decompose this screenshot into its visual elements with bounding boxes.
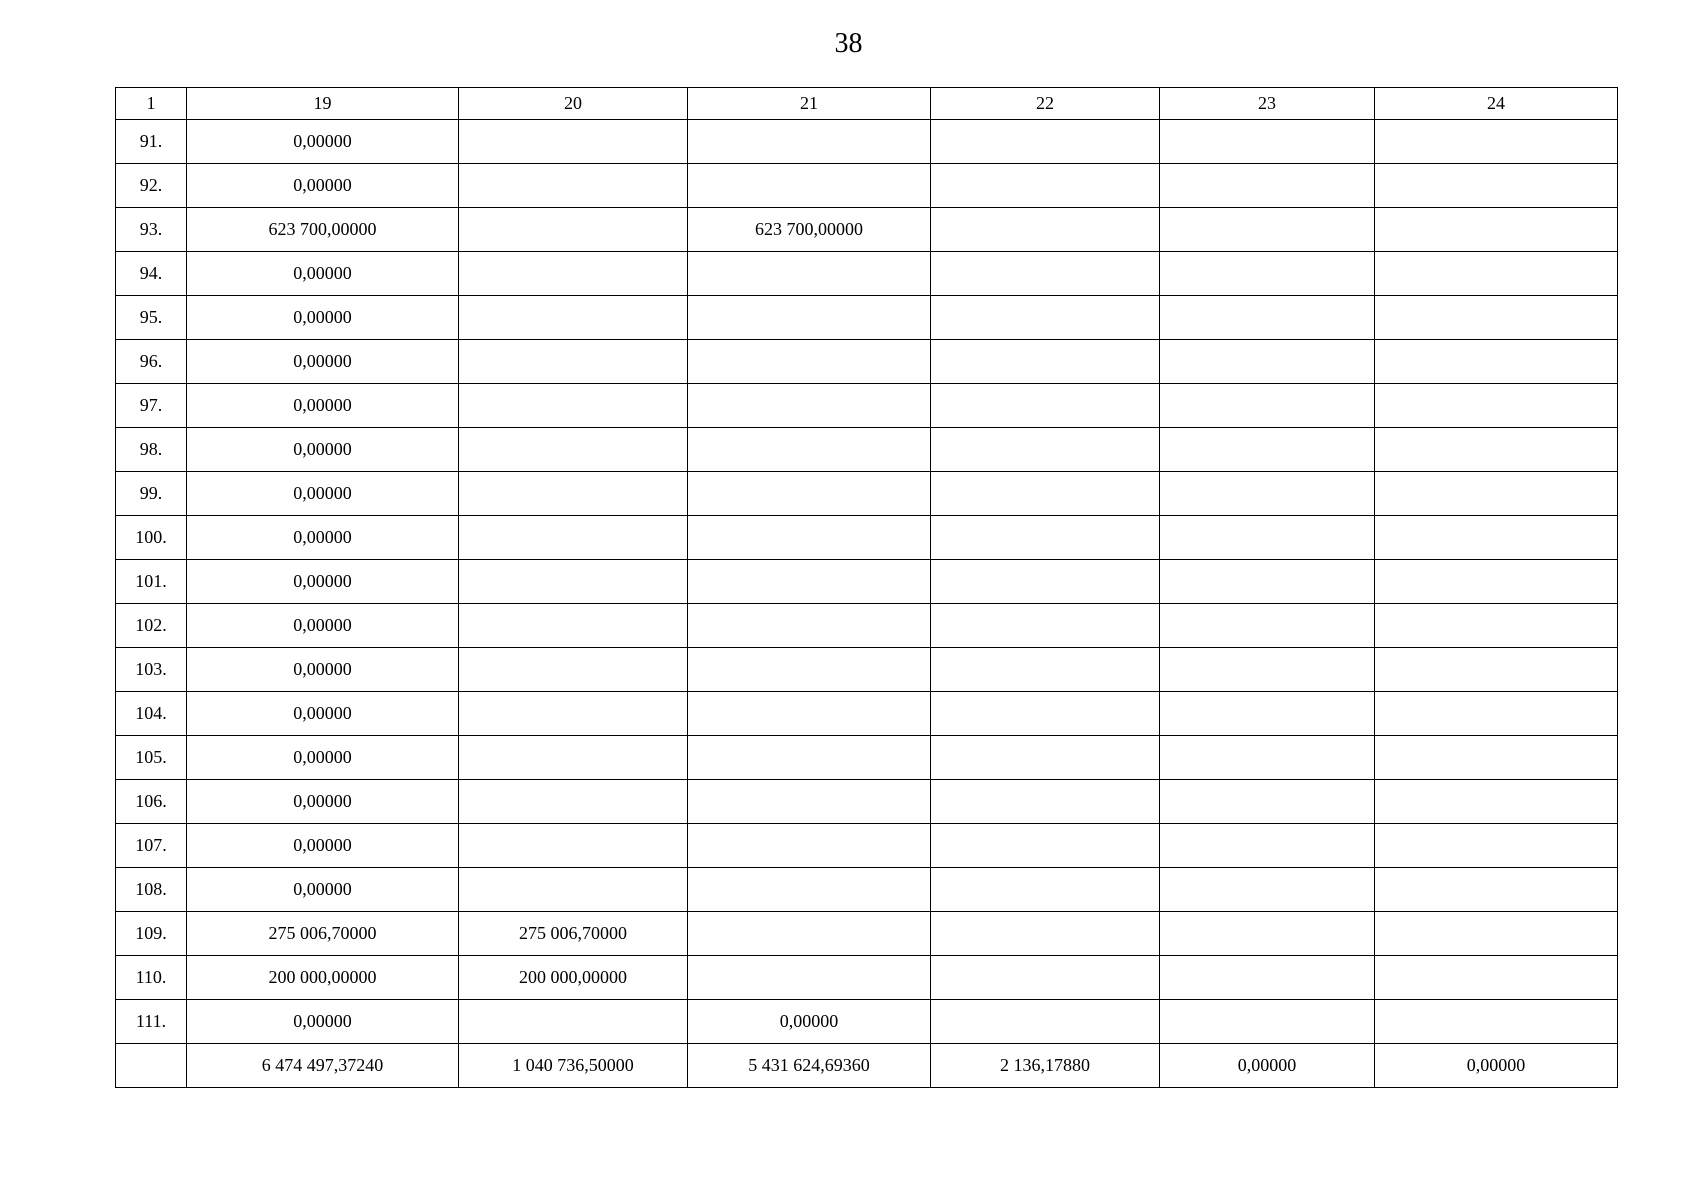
row-number-cell: 94. bbox=[116, 252, 187, 296]
table-cell bbox=[1160, 648, 1375, 692]
total-row bbox=[116, 1044, 1618, 1088]
table-cell bbox=[1160, 428, 1375, 472]
table-cell: 0,00000 bbox=[187, 120, 459, 164]
table-cell bbox=[688, 692, 931, 736]
row-number-cell: 98. bbox=[116, 428, 187, 472]
table-cell: 0,00000 bbox=[187, 824, 459, 868]
column-header: 23 bbox=[1160, 88, 1375, 120]
page-number: 38 bbox=[834, 28, 863, 59]
header-row bbox=[116, 88, 1618, 120]
table-cell bbox=[1375, 912, 1618, 956]
table-cell bbox=[1375, 736, 1618, 780]
table-cell: 0,00000 bbox=[187, 780, 459, 824]
table-cell bbox=[931, 868, 1160, 912]
row-number-cell: 101. bbox=[116, 560, 187, 604]
table-cell bbox=[459, 472, 688, 516]
table-row bbox=[116, 956, 1618, 1000]
column-header: 21 bbox=[688, 88, 931, 120]
table-cell bbox=[459, 868, 688, 912]
table-cell bbox=[459, 824, 688, 868]
table-cell: 0,00000 bbox=[187, 604, 459, 648]
table-row bbox=[116, 824, 1618, 868]
table-row bbox=[116, 604, 1618, 648]
table-cell bbox=[931, 736, 1160, 780]
table-cell bbox=[459, 692, 688, 736]
table-cell: 623 700,00000 bbox=[688, 208, 931, 252]
table-cell bbox=[1375, 296, 1618, 340]
table-cell bbox=[688, 868, 931, 912]
table-row bbox=[116, 780, 1618, 824]
column-header: 1 bbox=[116, 88, 187, 120]
table-cell bbox=[1375, 560, 1618, 604]
table-cell bbox=[1375, 252, 1618, 296]
table-cell: 0,00000 bbox=[187, 340, 459, 384]
table-cell bbox=[1160, 912, 1375, 956]
table-cell bbox=[1375, 824, 1618, 868]
table-cell: 0,00000 bbox=[187, 384, 459, 428]
row-number-cell: 108. bbox=[116, 868, 187, 912]
table-cell bbox=[688, 604, 931, 648]
table-cell bbox=[688, 912, 931, 956]
table-row bbox=[116, 164, 1618, 208]
table-cell bbox=[1160, 340, 1375, 384]
table-cell bbox=[459, 120, 688, 164]
table-cell bbox=[459, 296, 688, 340]
table-cell: 0,00000 bbox=[688, 1000, 931, 1044]
table-cell: 5 431 624,69360 bbox=[688, 1044, 931, 1088]
table-row bbox=[116, 1000, 1618, 1044]
table-cell bbox=[931, 560, 1160, 604]
table-cell bbox=[931, 956, 1160, 1000]
table-cell bbox=[1160, 472, 1375, 516]
table-row bbox=[116, 692, 1618, 736]
table-cell bbox=[1375, 208, 1618, 252]
row-number-cell: 107. bbox=[116, 824, 187, 868]
table-row bbox=[116, 384, 1618, 428]
table-cell bbox=[1160, 516, 1375, 560]
table-body bbox=[116, 120, 1618, 1088]
table-row bbox=[116, 560, 1618, 604]
table-cell bbox=[1160, 868, 1375, 912]
table-cell bbox=[931, 824, 1160, 868]
row-number-cell: 95. bbox=[116, 296, 187, 340]
table-cell bbox=[688, 956, 931, 1000]
table-cell bbox=[1160, 120, 1375, 164]
table-cell bbox=[931, 648, 1160, 692]
table-cell bbox=[1160, 560, 1375, 604]
table-cell bbox=[1375, 516, 1618, 560]
table-cell bbox=[1375, 692, 1618, 736]
table-cell bbox=[1375, 428, 1618, 472]
table-cell bbox=[688, 780, 931, 824]
row-number-cell: 91. bbox=[116, 120, 187, 164]
table-row bbox=[116, 868, 1618, 912]
table-cell bbox=[688, 252, 931, 296]
table-cell bbox=[459, 428, 688, 472]
table-cell bbox=[459, 560, 688, 604]
table-cell bbox=[459, 164, 688, 208]
table-cell bbox=[459, 208, 688, 252]
table-cell bbox=[931, 208, 1160, 252]
row-number-cell: 106. bbox=[116, 780, 187, 824]
table-cell bbox=[931, 164, 1160, 208]
table-cell bbox=[1375, 956, 1618, 1000]
table-cell: 0,00000 bbox=[187, 560, 459, 604]
table-cell bbox=[459, 780, 688, 824]
row-number-cell: 103. bbox=[116, 648, 187, 692]
table-cell: 0,00000 bbox=[1375, 1044, 1618, 1088]
row-number-cell: 97. bbox=[116, 384, 187, 428]
table-cell bbox=[688, 296, 931, 340]
table-cell bbox=[931, 472, 1160, 516]
table-cell bbox=[688, 120, 931, 164]
table-cell bbox=[1375, 868, 1618, 912]
table-cell bbox=[1375, 472, 1618, 516]
table-cell bbox=[1160, 736, 1375, 780]
row-number-cell: 109. bbox=[116, 912, 187, 956]
column-header: 22 bbox=[931, 88, 1160, 120]
table-cell bbox=[931, 912, 1160, 956]
table-row bbox=[116, 296, 1618, 340]
data-table bbox=[115, 87, 1618, 1088]
table-cell bbox=[688, 340, 931, 384]
table-cell: 0,00000 bbox=[187, 868, 459, 912]
table-row bbox=[116, 252, 1618, 296]
table-cell bbox=[1160, 692, 1375, 736]
table-cell bbox=[688, 428, 931, 472]
table-cell bbox=[459, 384, 688, 428]
table-cell bbox=[688, 384, 931, 428]
table-cell bbox=[688, 560, 931, 604]
table-row bbox=[116, 120, 1618, 164]
row-number-cell: 104. bbox=[116, 692, 187, 736]
table-row bbox=[116, 736, 1618, 780]
table-cell bbox=[931, 692, 1160, 736]
table-cell bbox=[459, 252, 688, 296]
table-cell bbox=[688, 164, 931, 208]
table-cell bbox=[1160, 824, 1375, 868]
table-row bbox=[116, 340, 1618, 384]
table-row bbox=[116, 516, 1618, 560]
table-cell: 623 700,00000 bbox=[187, 208, 459, 252]
table-cell: 200 000,00000 bbox=[459, 956, 688, 1000]
table-cell bbox=[1375, 384, 1618, 428]
table-row bbox=[116, 912, 1618, 956]
row-number-cell: 105. bbox=[116, 736, 187, 780]
table-cell bbox=[688, 472, 931, 516]
row-number-cell: 92. bbox=[116, 164, 187, 208]
table-cell bbox=[931, 340, 1160, 384]
table-cell bbox=[688, 736, 931, 780]
table-cell bbox=[1160, 604, 1375, 648]
table-cell: 0,00000 bbox=[187, 692, 459, 736]
table-cell bbox=[459, 1000, 688, 1044]
table-cell: 1 040 736,50000 bbox=[459, 1044, 688, 1088]
table-cell bbox=[931, 384, 1160, 428]
table-cell: 0,00000 bbox=[187, 516, 459, 560]
table-cell: 0,00000 bbox=[187, 472, 459, 516]
table-cell bbox=[1160, 208, 1375, 252]
table-cell bbox=[1375, 604, 1618, 648]
row-number-cell: 93. bbox=[116, 208, 187, 252]
table-cell bbox=[688, 824, 931, 868]
table-cell bbox=[1160, 956, 1375, 1000]
row-number-cell: 111. bbox=[116, 1000, 187, 1044]
row-number-cell: 96. bbox=[116, 340, 187, 384]
row-number-cell: 99. bbox=[116, 472, 187, 516]
table-cell: 0,00000 bbox=[187, 428, 459, 472]
table-cell: 0,00000 bbox=[187, 648, 459, 692]
row-number-cell bbox=[116, 1044, 187, 1088]
table-cell bbox=[1160, 252, 1375, 296]
table-cell: 0,00000 bbox=[187, 736, 459, 780]
table-row bbox=[116, 472, 1618, 516]
table-cell bbox=[459, 604, 688, 648]
table-cell: 200 000,00000 bbox=[187, 956, 459, 1000]
table-row bbox=[116, 428, 1618, 472]
table-cell bbox=[459, 736, 688, 780]
row-number-cell: 100. bbox=[116, 516, 187, 560]
table-cell: 0,00000 bbox=[187, 164, 459, 208]
table-cell bbox=[459, 340, 688, 384]
table-cell bbox=[1160, 780, 1375, 824]
column-header: 20 bbox=[459, 88, 688, 120]
column-header: 24 bbox=[1375, 88, 1618, 120]
table-cell: 2 136,17880 bbox=[931, 1044, 1160, 1088]
table-cell bbox=[1160, 296, 1375, 340]
table-cell: 275 006,70000 bbox=[459, 912, 688, 956]
table-cell bbox=[931, 120, 1160, 164]
table-cell: 0,00000 bbox=[187, 252, 459, 296]
table-cell bbox=[1375, 780, 1618, 824]
table-cell bbox=[459, 516, 688, 560]
row-number-cell: 110. bbox=[116, 956, 187, 1000]
table-cell bbox=[931, 428, 1160, 472]
table-cell bbox=[459, 648, 688, 692]
table-cell bbox=[931, 516, 1160, 560]
column-header: 19 bbox=[187, 88, 459, 120]
table-cell bbox=[931, 780, 1160, 824]
table-cell: 275 006,70000 bbox=[187, 912, 459, 956]
table-cell bbox=[1160, 384, 1375, 428]
table-cell bbox=[1375, 340, 1618, 384]
table-cell bbox=[1160, 1000, 1375, 1044]
table-cell: 0,00000 bbox=[187, 1000, 459, 1044]
table-cell bbox=[1375, 1000, 1618, 1044]
table-cell: 0,00000 bbox=[187, 296, 459, 340]
table-row bbox=[116, 648, 1618, 692]
table-cell bbox=[688, 516, 931, 560]
row-number-cell: 102. bbox=[116, 604, 187, 648]
table-cell bbox=[1375, 120, 1618, 164]
table-cell: 6 474 497,37240 bbox=[187, 1044, 459, 1088]
table-cell bbox=[931, 1000, 1160, 1044]
table-cell bbox=[1375, 648, 1618, 692]
table-cell bbox=[931, 252, 1160, 296]
table-cell: 0,00000 bbox=[1160, 1044, 1375, 1088]
table-cell bbox=[1375, 164, 1618, 208]
table-cell bbox=[931, 296, 1160, 340]
table-cell bbox=[1160, 164, 1375, 208]
table-row bbox=[116, 208, 1618, 252]
table-cell bbox=[931, 604, 1160, 648]
table-cell bbox=[688, 648, 931, 692]
